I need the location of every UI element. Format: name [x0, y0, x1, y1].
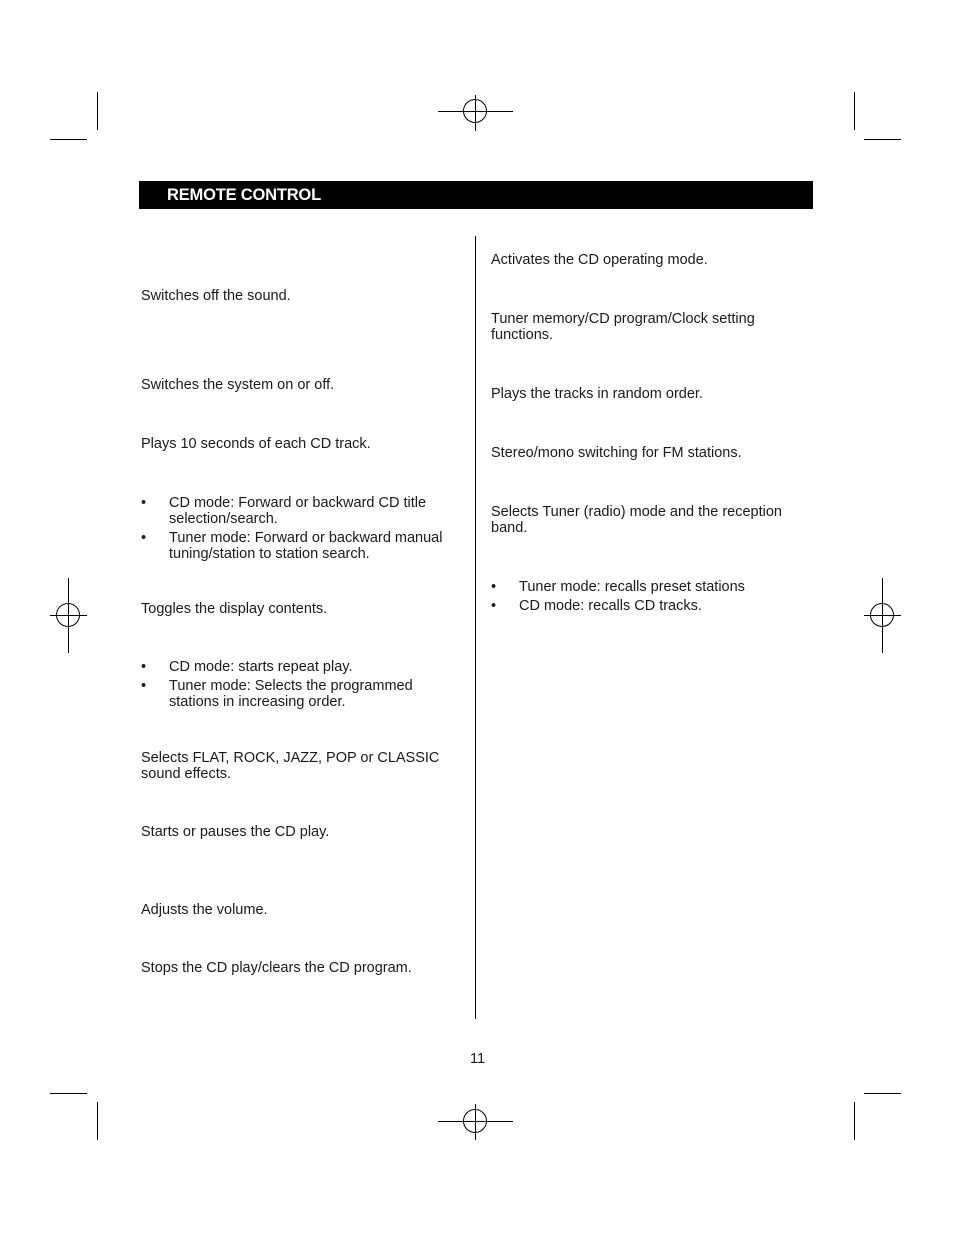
cd-description: Activates the CD operating mode. [491, 252, 708, 268]
list-item: • Tuner mode: Forward or backward manual tuning/station to station search. [141, 530, 461, 562]
stop-description: Stops the CD play/clears the CD program. [141, 960, 412, 976]
memory-description: Tuner memory/CD program/Clock setting functions. [491, 311, 755, 343]
tuner-band-description: Selects Tuner (radio) mode and the reception band. [491, 504, 782, 536]
repeat-list [141, 659, 441, 713]
crop-mark-top-right-h [864, 139, 901, 140]
numeric-keys-list [491, 579, 806, 617]
list-item: • CD mode: recalls CD tracks. [491, 598, 806, 614]
list-item: • CD mode: starts repeat play. [141, 659, 441, 675]
section-header-bar [139, 181, 813, 209]
crop-mark-bottom-right-v [854, 1102, 855, 1140]
list-item: • CD mode: Forward or backward CD title selection/search. [141, 495, 461, 527]
mute-description: Switches off the sound. [141, 288, 291, 304]
crop-mark-bottom-left-v [97, 1102, 98, 1140]
crop-mark-bottom-right-h [864, 1093, 901, 1094]
skip-search-list [141, 495, 461, 565]
column-divider [475, 236, 476, 1019]
crop-mark-top-left-v [97, 92, 98, 130]
crop-mark-top-right-v [854, 92, 855, 130]
display-description: Toggles the display contents. [141, 601, 328, 617]
crop-mark-top-left-h [50, 139, 87, 140]
intro-description: Plays 10 seconds of each CD track. [141, 436, 371, 452]
list-item: • Tuner mode: recalls preset stations [491, 579, 806, 595]
volume-description: Adjusts the volume. [141, 902, 268, 918]
page-number: 11 [470, 1051, 486, 1067]
play-pause-description: Starts or pauses the CD play. [141, 824, 330, 840]
eq-description: Selects FLAT, ROCK, JAZZ, POP or CLASSIC sound effects. [141, 750, 440, 782]
section-title: REMOTE CONTROL [167, 186, 321, 204]
list-item: • Tuner mode: Selects the programmed stations in increasing order. [141, 678, 441, 710]
power-description: Switches the system on or off. [141, 377, 335, 393]
stereo-mono-description: Stereo/mono switching for FM stations. [491, 445, 742, 461]
crop-mark-bottom-left-h [50, 1093, 87, 1094]
random-description: Plays the tracks in random order. [491, 386, 703, 402]
